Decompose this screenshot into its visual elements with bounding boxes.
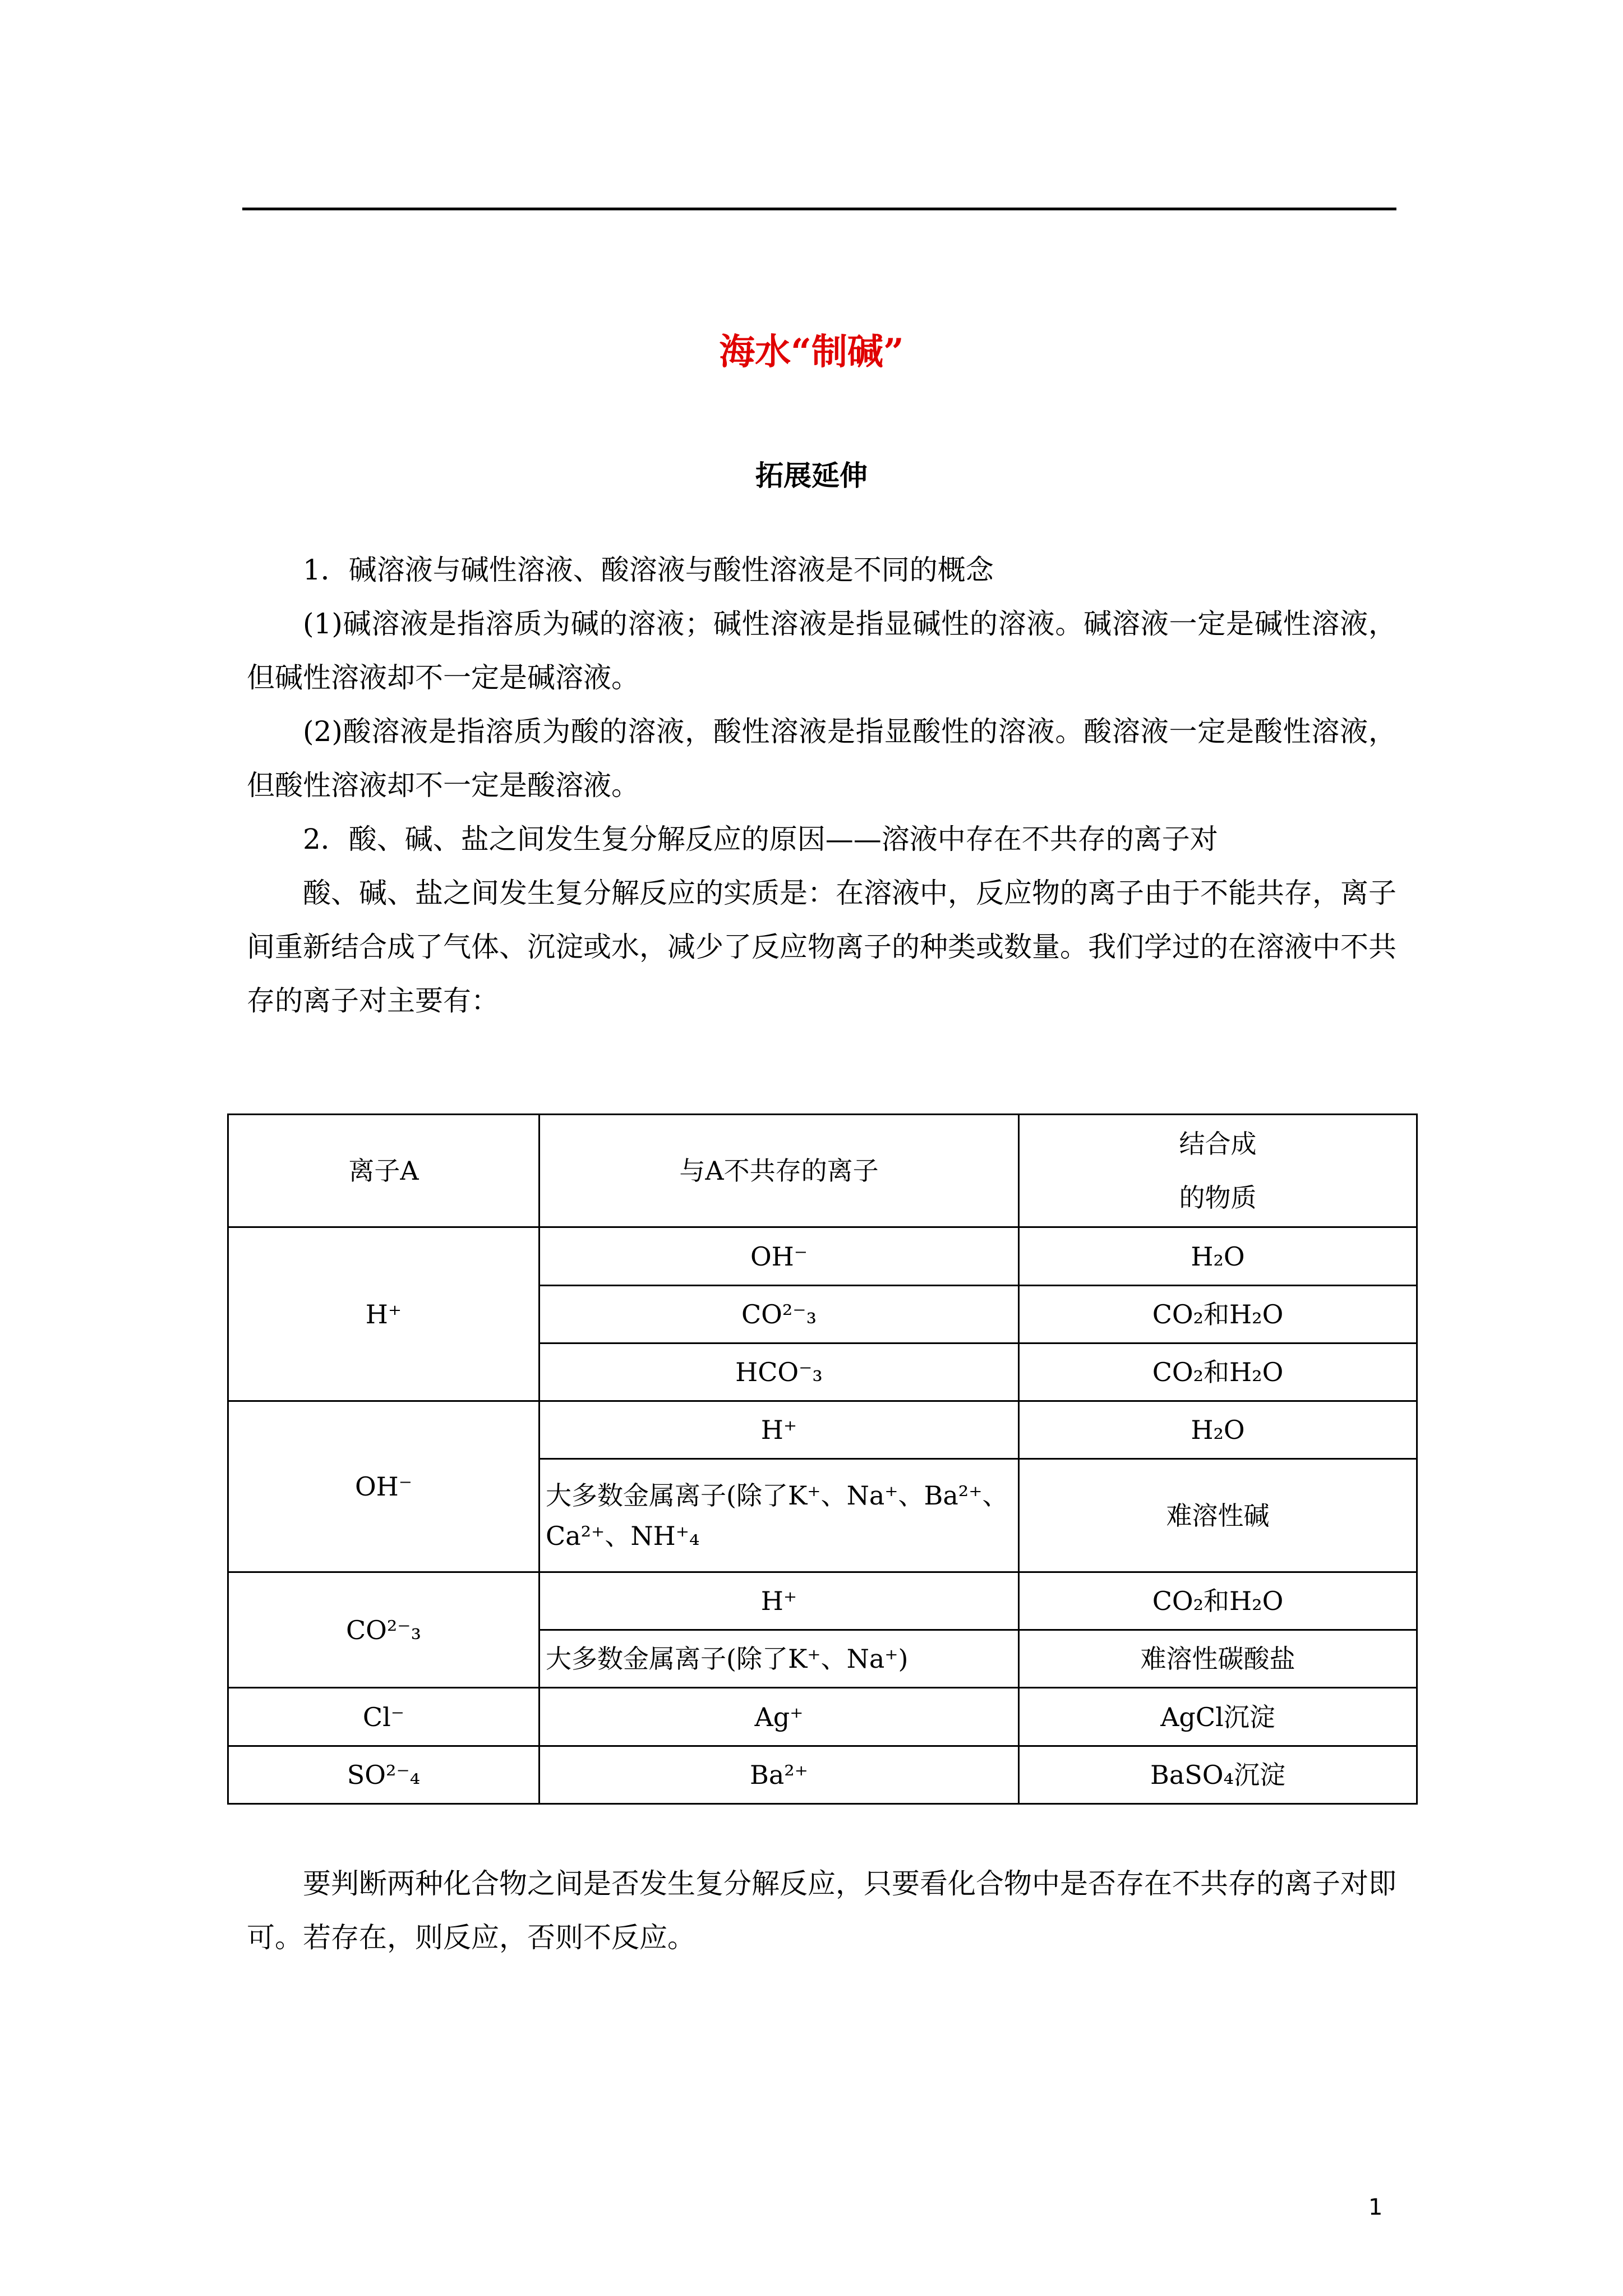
paragraph-base-solution: (1)碱溶液是指溶质为碱的溶液；碱性溶液是指显碱性的溶液。碱溶液一定是碱性溶液，但碱性溶液却不一定是碱溶液。 (247, 608, 1396, 694)
paragraph-heading-1: 1．碱溶液与碱性溶液、酸溶液与酸性溶液是不同的概念 (303, 554, 994, 586)
table-row (228, 1572, 1417, 1630)
product-cell: CO₂和H₂O (1019, 1343, 1417, 1401)
ion-cell-so4: SO²⁻₄ (228, 1746, 540, 1803)
incompatible-cell: 大多数金属离子(除了K⁺、Na⁺) (540, 1630, 1019, 1688)
paragraph-conclusion: 要判断两种化合物之间是否发生复分解反应，只要看化合物中是否存在不共存的离子对即可。若存在，则反应，否则不反应。 (247, 1867, 1396, 1954)
paragraph-heading-2: 2．酸、碱、盐之间发生复分解反应的原因——溶液中存在不共存的离子对 (303, 823, 1218, 855)
page-title: 海水“制碱” (719, 331, 904, 373)
ion-cell-h: H⁺ (228, 1227, 540, 1401)
table-row (228, 1401, 1417, 1459)
product-cell: H₂O (1019, 1401, 1417, 1459)
product-cell: CO₂和H₂O (1019, 1285, 1417, 1343)
product-cell: 难溶性碳酸盐 (1019, 1630, 1417, 1688)
table-row (228, 1227, 1417, 1285)
section-title: 拓展延伸 (755, 459, 868, 492)
product-cell: 难溶性碱 (1019, 1459, 1417, 1572)
product-cell: BaSO₄沉淀 (1019, 1746, 1417, 1803)
table-row (228, 1688, 1417, 1746)
header-product-line2: 的物质 (1179, 1182, 1257, 1213)
product-cell: AgCl沉淀 (1019, 1688, 1417, 1746)
incompatible-cell: OH⁻ (540, 1227, 1019, 1285)
ion-cell-cl: Cl⁻ (228, 1688, 540, 1746)
incompatible-cell: HCO⁻₃ (540, 1343, 1019, 1401)
table-row (228, 1746, 1417, 1803)
product-cell: CO₂和H₂O (1019, 1572, 1417, 1630)
incompatible-cell: CO²⁻₃ (540, 1285, 1019, 1343)
incompatible-cell: Ag⁺ (540, 1688, 1019, 1746)
header-product (1019, 1115, 1417, 1227)
ion-cell-oh: OH⁻ (228, 1401, 540, 1572)
incompatible-cell: H⁺ (540, 1401, 1019, 1459)
incompatible-cell: H⁺ (540, 1572, 1019, 1630)
page-number: 1 (1368, 2194, 1383, 2220)
header-incompatible: 与A不共存的离子 (540, 1115, 1019, 1227)
ion-pair-table (227, 1114, 1418, 1805)
paragraph-essence: 酸、碱、盐之间发生复分解反应的实质是：在溶液中，反应物的离子由于不能共存，离子间重新结合成了气体、沉淀或水，减少了反应物离子的种类或数量。我们学过的在溶液中不共存的离子对主要有： (247, 877, 1396, 1017)
header-product-line1: 结合成 (1179, 1129, 1257, 1159)
product-cell: H₂O (1019, 1227, 1417, 1285)
table-header-row (228, 1115, 1417, 1227)
paragraph-acid-solution: (2)酸溶液是指溶质为酸的溶液，酸性溶液是指显酸性的溶液。酸溶液一定是酸性溶液，但酸性溶液却不一定是酸溶液。 (247, 715, 1396, 802)
ion-cell-co3: CO²⁻₃ (228, 1572, 540, 1688)
incompatible-cell: Ba²⁺ (540, 1746, 1019, 1803)
header-rule (242, 208, 1396, 210)
conclusion-text (247, 1857, 1396, 1964)
intro-text (247, 543, 1396, 1028)
incompatible-cell: 大多数金属离子(除了K⁺、Na⁺、Ba²⁺、Ca²⁺、NH⁺₄ (540, 1459, 1019, 1572)
header-ion-a: 离子A (228, 1115, 540, 1227)
